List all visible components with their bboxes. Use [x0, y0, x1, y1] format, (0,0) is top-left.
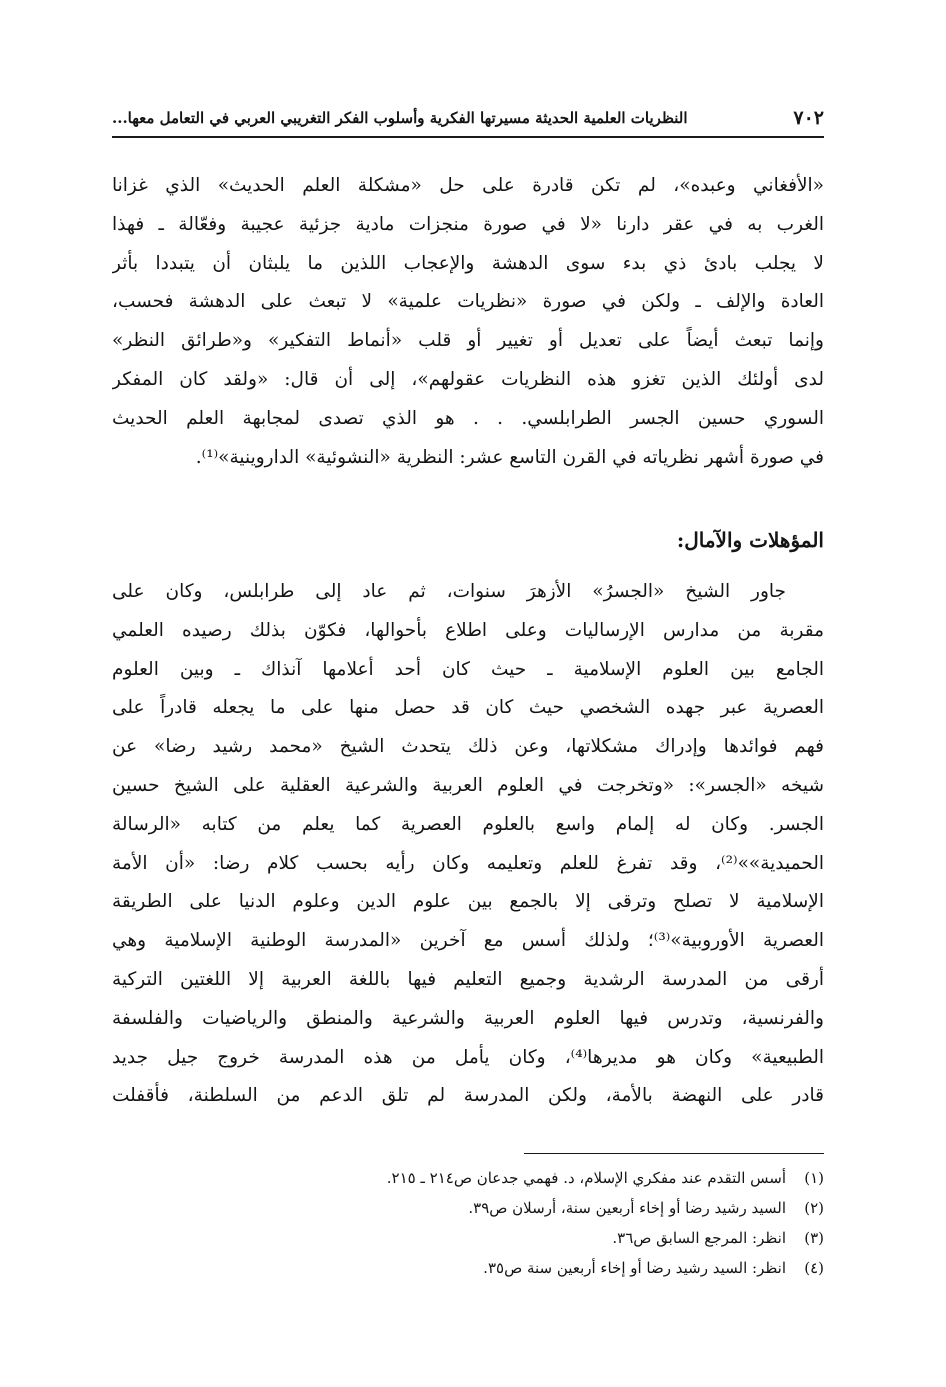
- running-title: النظريات العلمية الحديثة مسيرتها الفكرية وأسلوب الفكر التغريبي العربي في التعامل معها...: [112, 109, 688, 127]
- text-line: العادة والإلف ـ ولكن في صورة «نظريات علمية» لا تبعث على الدهشة فحسب،: [112, 291, 824, 313]
- section-heading: المؤهلات والآمال:: [676, 528, 824, 552]
- text-line: الغرب به في عقر دارنا «لا في صورة منجزات مادية جزئية عجيبة وفعّالة ـ فهذا: [112, 213, 824, 235]
- text-line: وإنما تبعث أيضاً على تعديل أو تغيير أو قلب «أنماط التفكير» و«طرائق النظر»: [112, 330, 824, 352]
- text-line: العصرية الأوروبية»⁽³⁾؛ ولذلك أسس مع آخرين «المدرسة الوطنية الإسلامية وهي: [112, 930, 824, 952]
- footnote: [112, 1193, 824, 1223]
- text-line: والفرنسية، وتدرس فيها العلوم العربية والشرعية والمنطق والرياضيات والفلسفة: [112, 1007, 824, 1029]
- footnote-divider: [524, 1153, 824, 1154]
- footnote-number: (٣): [804, 1229, 824, 1247]
- footnote-text: انظر: السيد رشيد رضا أو إخاء أربعين سنة ص٣٥.: [483, 1259, 786, 1277]
- footnote-text: أسس التقدم عند مفكري الإسلام، د. فهمي جدعان ص٢١٤ ـ ٢١٥.: [386, 1169, 786, 1187]
- paragraph-2: [112, 573, 824, 1116]
- footnote-number: (٤): [804, 1259, 824, 1277]
- text-line: الحميدية»»⁽²⁾، وقد تفرغ للعلم وتعليمه وكان رأيه بحسب كلام رضا: «أن الأمة: [112, 852, 824, 874]
- text-line: لا يجلب بادئ ذي بدء سوى الدهشة والإعجاب اللذين ما يلبثان أن يتبددا بأثر: [112, 252, 824, 274]
- text-line: الجسر. وكان له إلمام واسع بالعلوم العصرية كما يعلم من كتابه «الرسالة: [112, 813, 824, 835]
- footnote: [112, 1223, 824, 1253]
- footnote: [112, 1163, 824, 1193]
- text-line: فهم فوائدها وإدراك مشكلاتها، وعن ذلك يتحدث الشيخ «محمد رشيد رضا» عن: [112, 736, 824, 758]
- footnote-text: السيد رشيد رضا أو إخاء أربعين سنة، أرسلان ص٣٩.: [468, 1199, 786, 1217]
- text-line: مقربة من مدارس الإرساليات وعلى اطلاع بأحوالها، فكوّن بذلك رصيده العلمي: [112, 619, 824, 641]
- paragraph-1: [112, 167, 824, 477]
- page-number: ٧٠٢: [793, 107, 824, 129]
- text-line: الجامع بين العلوم الإسلامية ـ حيث كان أحد أعلامها آنذاك ـ وبين العلوم: [112, 658, 824, 680]
- text-line: قادر على النهضة بالأمة، ولكن المدرسة لم تلق الدعم من السلطنة، فأقفلت: [112, 1085, 824, 1107]
- text-line: الطبيعية» وكان هو مديرها⁽⁴⁾، وكان يأمل من هذه المدرسة خروج جيل جديد: [112, 1046, 824, 1068]
- text-line: أرقى من المدرسة الرشدية وجميع التعليم فيها باللغة العربية إلا اللغتين التركية: [112, 968, 824, 990]
- footnote-text: انظر: المرجع السابق ص٣٦.: [612, 1229, 786, 1247]
- text-line: السوري حسين الجسر الطرابلسي. . . هو الذي تصدى لمجابهة العلم الحديث: [112, 407, 824, 429]
- text-line: الإسلامية لا تصلح وترقى إلا بالجمع بين علوم الدين وعلوم الدنيا على الطريقة: [112, 891, 824, 913]
- text-line: لدى أولئك الذين تغزو هذه النظريات عقولهم»، إلى أن قال: «ولقد كان المفكر: [112, 368, 824, 390]
- text-line: العصرية عبر جهده الشخصي حيث كان قد حصل منها على ما يجعله قادراً على: [112, 697, 824, 719]
- footnote: [112, 1253, 824, 1283]
- text-line: في صورة أشهر نظرياته في القرن التاسع عشر: النظرية «النشوئية» الداروينية»⁽¹⁾.: [195, 446, 824, 468]
- text-line: جاور الشيخ «الجسرُ» الأزهرَ سنوات، ثم عاد إلى طرابلس، وكان على: [112, 581, 786, 602]
- text-line: شيخه «الجسر»: «وتخرجت في العلوم العربية والشرعية العقلية على الشيخ حسين: [112, 774, 824, 796]
- footnote-number: (٢): [804, 1199, 824, 1217]
- footnotes: [112, 1163, 824, 1283]
- footnote-number: (١): [804, 1169, 824, 1187]
- text-line: «الأفغاني وعبده»، لم تكن قادرة على حل «مشكلة العلم الحديث» الذي غزانا: [112, 175, 824, 196]
- running-header: [112, 100, 824, 138]
